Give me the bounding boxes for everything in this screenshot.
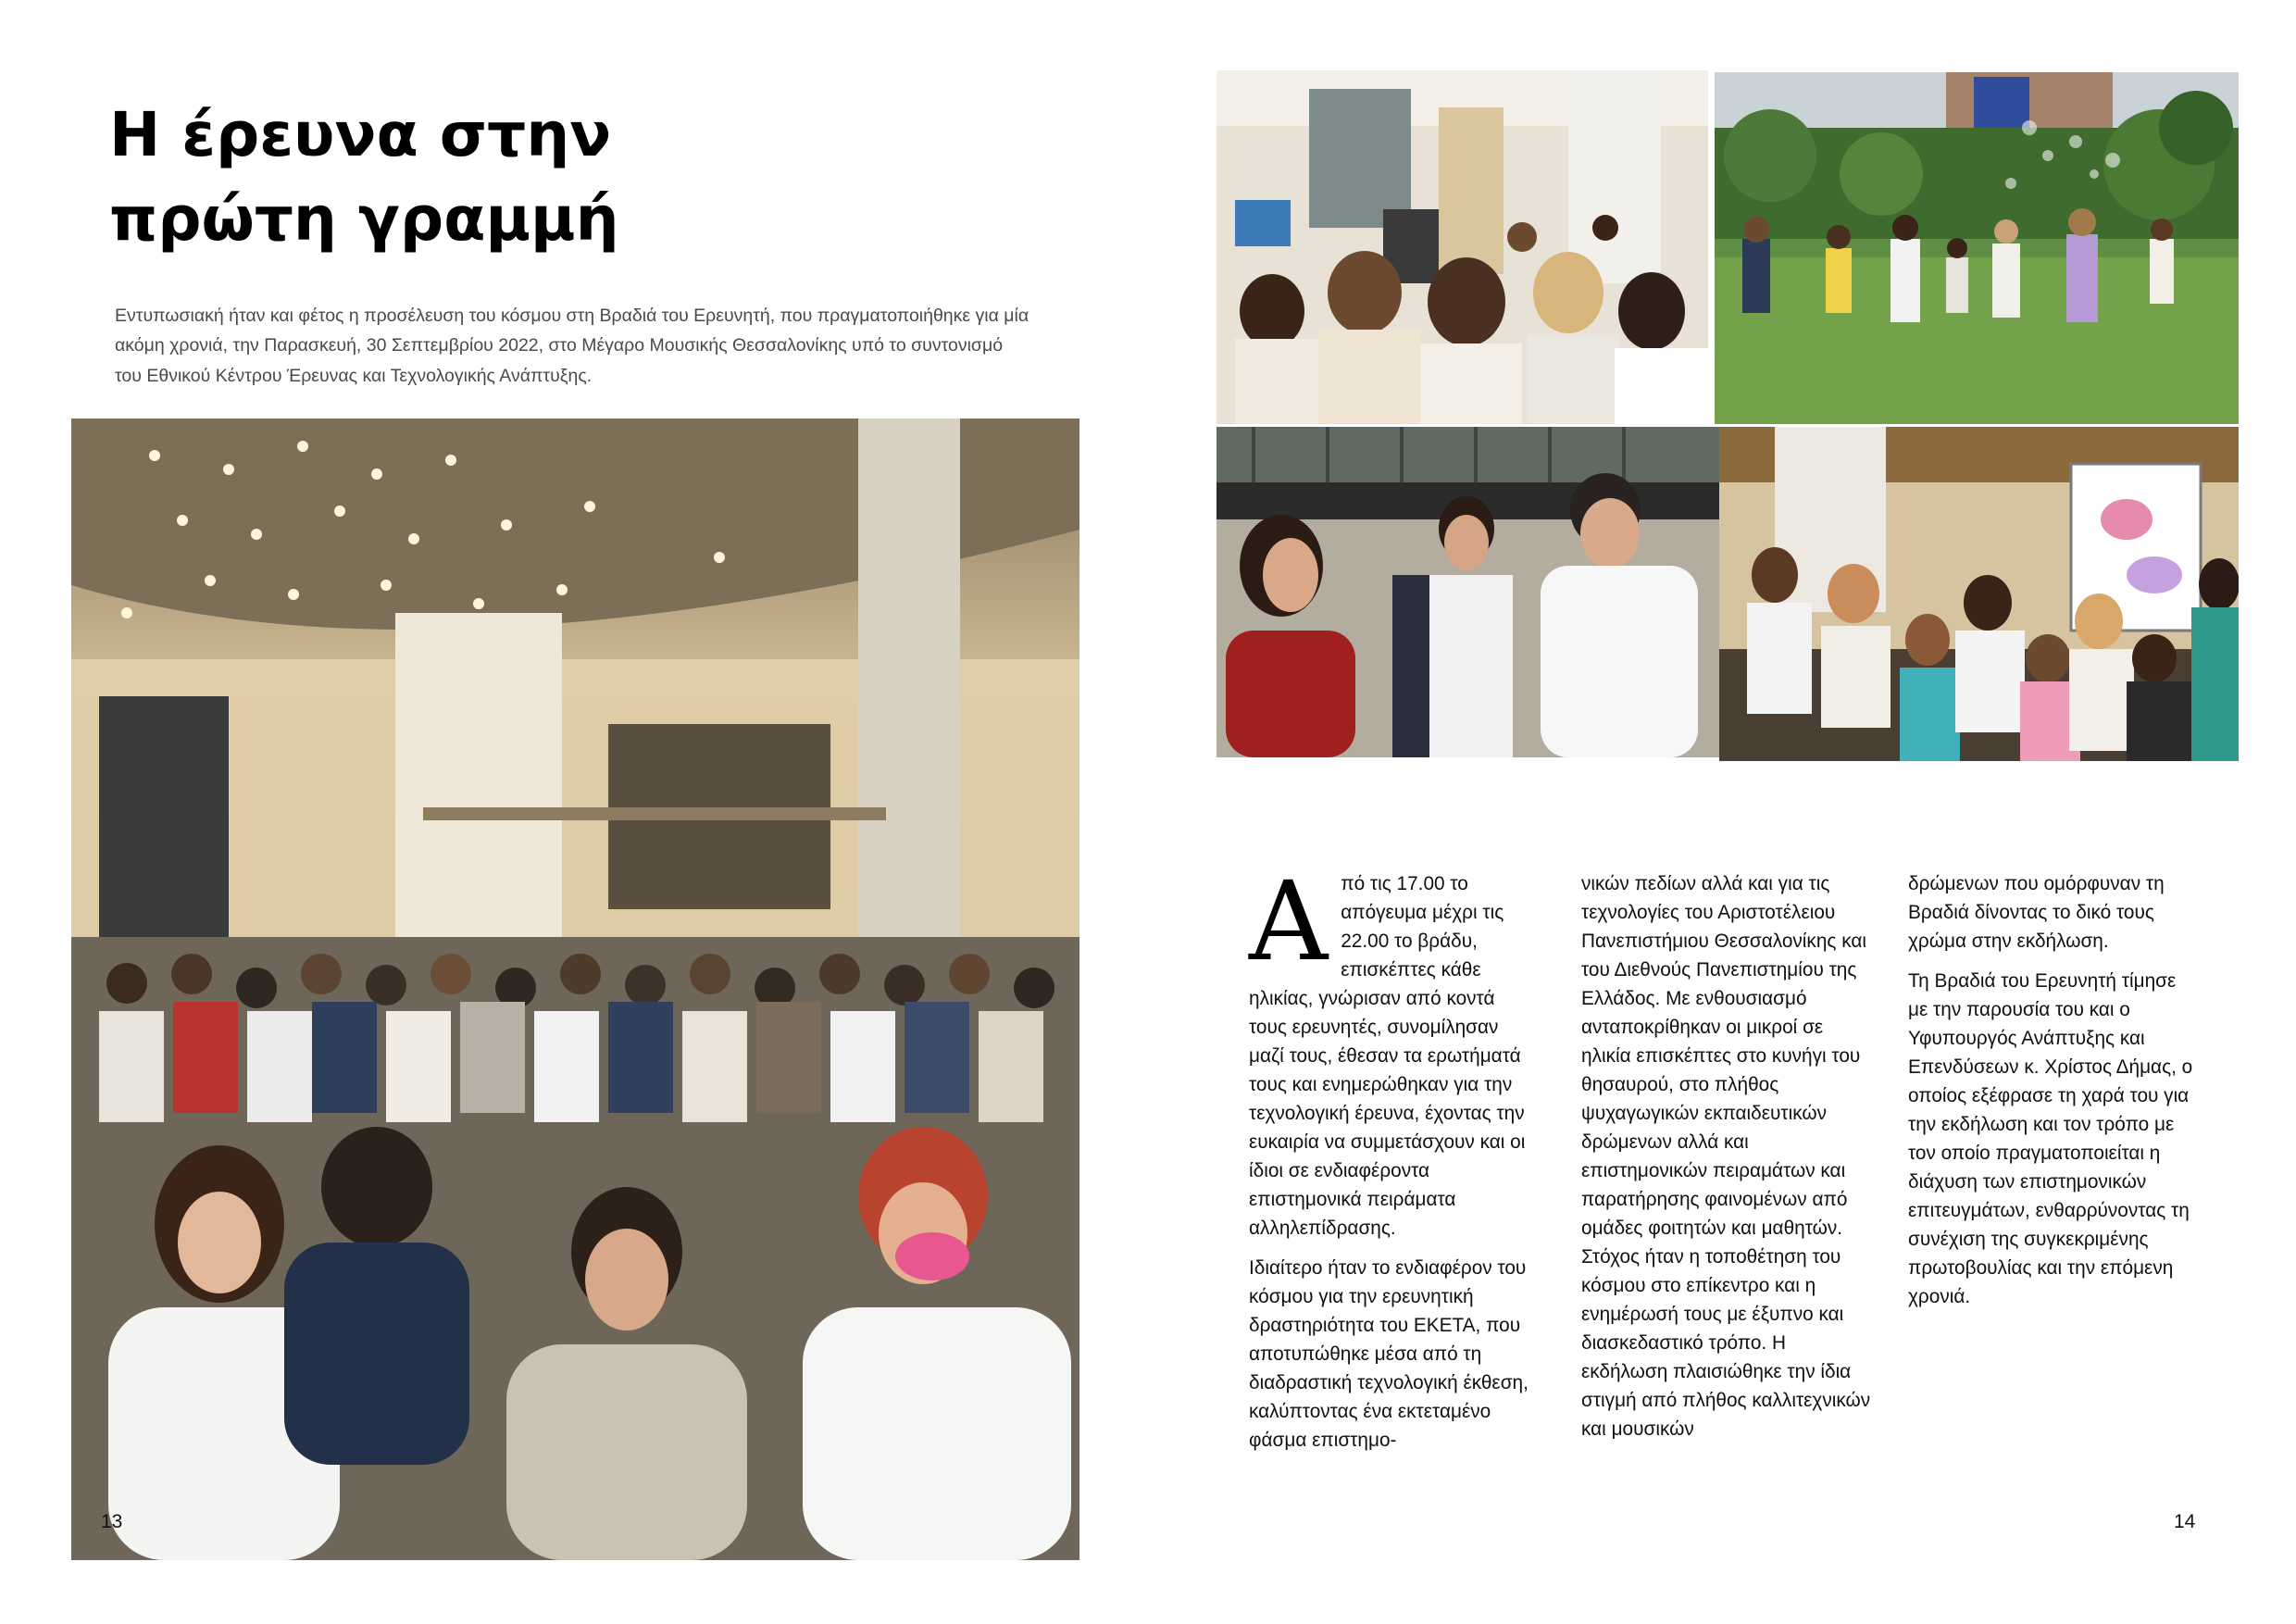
article-col1-para1: πό τις 17.00 το απόγευμα μέχρι τις 22.00 το βράδυ, επισκέπτες κάθε ηλικίας, γνώρισαν από κοντά τους ερευνητές, συνομίλησαν μαζί τους, έθεσαν τα ερωτήματά τους και ενημερώθηκαν για την τεχνολογική έρευνα, έχοντας την ευκαιρία να συμμετάσχουν και οι ίδιοι σε ενδιαφέροντα επιστημονικά πειράματα αλληλεπίδρασης.	[1249, 873, 1526, 1239]
photo-deputy-minister-visit	[1217, 427, 1719, 757]
article-col1-para2: Ιδιαίτερο ήταν το ενδιαφέρον του κόσμου για την ερευνητική δραστηριότητα του ΕΚΕΤΑ, που αποτυπώθηκε μέσα από τη διαδραστική τεχνολογική έκθεση, καλύπτοντας ένα εκτεταμένο φάσμα επιστημο-	[1249, 1256, 1529, 1451]
page-number-right: 14	[2174, 1511, 2196, 1532]
drop-cap: Α	[1249, 857, 1329, 985]
intro-paragraph: Εντυπωσιακή ήταν και φέτος η προσέλευση του κόσμου στη Βραδιά του Ερευνητή, που πραγματοποιήθηκε για μία ακόμη χρονιά, την Παρασκευή, 30 Σεπτεμβρίου 2022, στο Μέγαρο Μουσικής Θεσσαλονίκης υπό το συντονισμό του Εθνικού Κέντρου Έρευνας και Τεχνολογικής Ανάπτυξης.	[115, 306, 1029, 386]
main-event-hall-photo	[71, 418, 1079, 1560]
article-column-3	[1908, 870, 2200, 1312]
photo-visitors-at-stands	[1217, 70, 1708, 424]
article-column-2	[1581, 870, 1874, 1444]
page-number-left: 13	[101, 1511, 123, 1532]
article-col3-para1: δρώμενων που ομόρφυναν τη Βραδιά δίνοντας το δικό τους χρώμα στην εκδήλωση.	[1908, 873, 2165, 952]
article-col2-para1: νικών πεδίων αλλά και για τις τεχνολογίες του Αριστοτέλειου Πανεπιστήμιου Θεσσαλονίκης και του Διεθνούς Πανεπιστημίου της Ελλάδος. Με ενθουσιασμό ανταποκρίθηκαν οι μικροί σε ηλικία επισκέπτες στο κυνήγι του θησαυρού, στο πλήθος ψυχαγωγικών εκπαιδευτικών δρώμενων αλλά και επιστημονικών πειραμάτων και παρατήρησης φαινομένων από ομάδες φοιτητών και μαθητών. Στόχος ήταν η τοποθέτηση του κόσμου στο επίκεντρο και η ενημέρωσή τους με έξυπνο και διασκεδαστικό τρόπο. Η εκδήλωση πλαισιώθηκε την ίδια στιγμή από πλήθος καλλιτεχνικών και μουσικών	[1581, 873, 1871, 1440]
photo-children-experiment	[1719, 427, 2239, 761]
title-line-2: πρώτη γραμμή	[109, 183, 619, 256]
article-col3-para2: Τη Βραδιά του Ερευνητή τίμησε με την παρουσία του και ο Υφυπουργός Ανάπτυξης και Επενδύσεων κ. Χρίστος Δήμας, ο οποίος εξέφρασε τη χαρά του για την εκδήλωση και τον τρόπο με τον οποίο πραγματοποιείται η διάχυση των επιστημονικών επιτευγμάτων, ενθαρρύνοντας τη συνέχιση της συγκεκριμένης πρωτοβουλίας και την επόμενη χρονιά.	[1908, 969, 2193, 1307]
photo-children-garden	[1715, 72, 2239, 424]
article-column-1	[1249, 857, 1534, 1455]
title-line-1: Η έρευνα στην	[109, 99, 612, 170]
page-title	[109, 93, 942, 261]
